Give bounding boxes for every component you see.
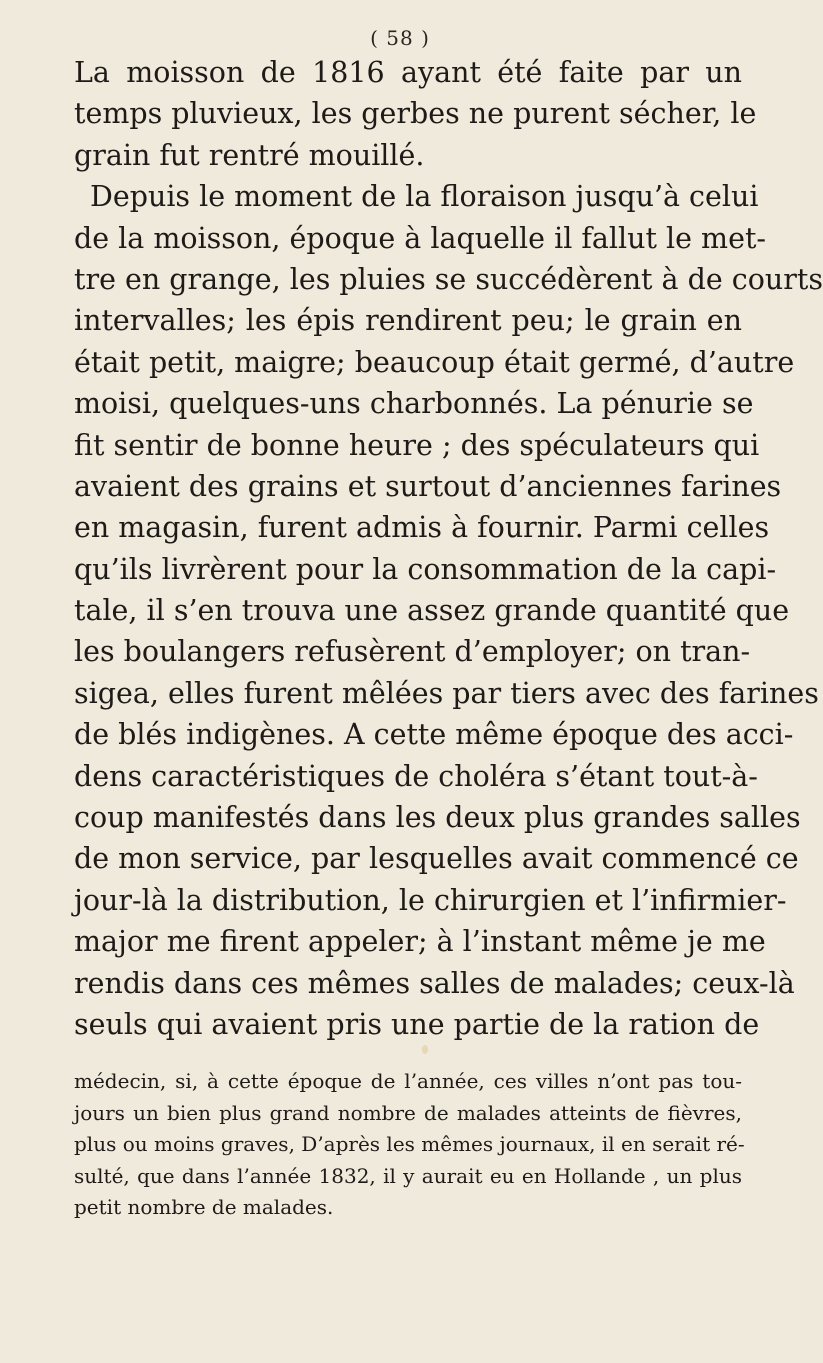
- text-line: grain fut rentré mouillé.: [74, 138, 425, 172]
- main-text: [74, 52, 823, 1045]
- text-line: jour-là la distribution, le chirurgien et l’infirmier-: [74, 883, 787, 917]
- text-line: de mon service, par lesquelles avait commencé ce: [74, 842, 799, 876]
- text-line: de la moisson, époque à laquelle il fallut le met-: [74, 221, 767, 255]
- text-line: sigea, elles furent mêlées par tiers avec des farines: [74, 676, 819, 710]
- text-line: rendis dans ces mêmes salles de malades; ceux-là: [74, 966, 795, 1000]
- text-line: seuls qui avaient pris une partie de la ration de: [74, 1007, 760, 1041]
- text-line: était petit, maigre; beaucoup était germé, d’autre: [74, 345, 795, 379]
- footnote-line: plus ou moins graves, D’après les mêmes journaux, il en serait ré-: [74, 1132, 745, 1156]
- page-number: ( 58 ): [370, 26, 430, 50]
- footnote-line: jours un bien plus grand nombre de malades atteints de fièvres,: [74, 1100, 742, 1125]
- text-line: qu’ils livrèrent pour la consommation de la capi-: [74, 552, 777, 586]
- text-line: dens caractéristiques de choléra s’étant tout-à-: [74, 759, 758, 793]
- text-line: La moisson de 1816 ayant été faite par un: [74, 56, 742, 89]
- paper-speck: [422, 1045, 428, 1054]
- text-line: moisi, quelques-uns charbonnés. La pénurie se: [74, 387, 754, 421]
- footnote-line: petit nombre de malades.: [74, 1195, 334, 1219]
- text-line: de blés indigènes. A cette même époque des acci-: [74, 718, 794, 752]
- footnote-line: sulté, que dans l’année 1832, il y aurait eu en Hollande , un plus: [74, 1163, 742, 1188]
- text-line: major me firent appeler; à l’instant même je me: [74, 925, 766, 959]
- text-line: les boulangers refusèrent d’employer; on tran-: [74, 635, 751, 669]
- text-line: intervalles; les épis rendirent peu; le grain en: [74, 304, 742, 338]
- text-line: tale, il s’en trouva une assez grande quantité que: [74, 594, 790, 628]
- text-line: Depuis le moment de la floraison jusqu’à celui: [90, 180, 759, 214]
- text-line: fit sentir de bonne heure ; des spéculateurs qui: [74, 428, 760, 462]
- footnote: [74, 1066, 745, 1224]
- text-line: tre en grange, les pluies se succédèrent à de courts: [74, 262, 823, 296]
- text-line: coup manifestés dans les deux plus grandes salles: [74, 801, 801, 835]
- text-line: avaient des grains et surtout d’anciennes farines: [74, 469, 782, 503]
- text-line: temps pluvieux, les gerbes ne purent sécher, le: [74, 97, 757, 131]
- text-line: en magasin, furent admis à fournir. Parmi celles: [74, 511, 770, 545]
- footnote-line: médecin, si, à cette époque de l’année, ces villes n’ont pas tou-: [74, 1069, 742, 1093]
